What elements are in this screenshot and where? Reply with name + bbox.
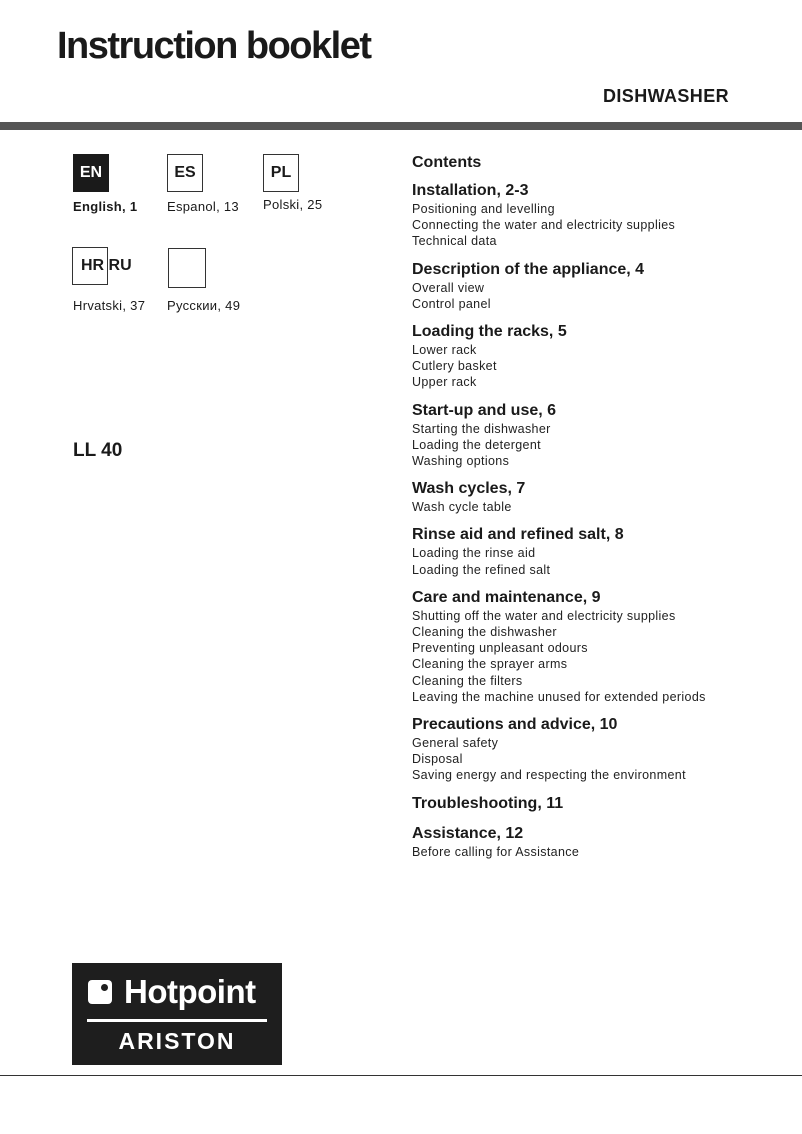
toc-section-title[interactable]: Wash cycles, 7 xyxy=(412,480,526,498)
toc-item[interactable]: Loading the refined salt xyxy=(412,562,551,577)
toc-item[interactable]: Preventing unpleasant odours xyxy=(412,641,588,656)
brand-mark-icon xyxy=(88,980,112,1004)
language-box-ru[interactable] xyxy=(168,248,206,288)
model-number: LL 40 xyxy=(73,440,123,461)
brand-name-hotpoint: Hotpoint xyxy=(124,973,256,1010)
toc-item[interactable]: Positioning and levelling xyxy=(412,202,555,216)
toc-section-title[interactable]: Start-up and use, 6 xyxy=(412,401,557,419)
page-title: Instruction booklet xyxy=(57,25,371,67)
footer-divider xyxy=(0,1075,802,1076)
toc-item[interactable]: Cutlery basket xyxy=(412,359,497,374)
product-type: DISHWASHER xyxy=(602,86,729,106)
toc-item[interactable]: Loading the detergent xyxy=(412,437,541,452)
language-label-es[interactable]: Espanol, 13 xyxy=(167,199,239,214)
toc-item[interactable]: Saving energy and respecting the environment xyxy=(412,768,686,783)
table-of-contents xyxy=(412,153,792,870)
toc-item[interactable]: Connecting the water and electricity supplies xyxy=(412,218,676,233)
language-box-hr-ru[interactable]: HR RU xyxy=(72,247,108,285)
toc-item[interactable]: General safety xyxy=(412,736,499,751)
toc-section-rinse-aid xyxy=(412,525,792,577)
language-box-en[interactable]: EN xyxy=(73,154,109,192)
toc-section-description xyxy=(412,260,792,312)
toc-section-care xyxy=(412,588,792,705)
toc-item[interactable]: Lower rack xyxy=(412,343,477,358)
language-box-es[interactable]: ES xyxy=(167,154,203,192)
toc-section-title[interactable]: Rinse aid and refined salt, 8 xyxy=(412,526,624,544)
toc-section-title[interactable]: Installation, 2-3 xyxy=(412,182,529,199)
toc-section-title[interactable]: Care and maintenance, 9 xyxy=(412,588,601,606)
toc-section-title[interactable]: Loading the racks, 5 xyxy=(412,323,567,341)
toc-section-troubleshooting xyxy=(412,794,792,814)
language-label-ru[interactable]: Русскии, 49 xyxy=(167,298,241,313)
toc-item[interactable]: Leaving the machine unused for extended periods xyxy=(412,689,706,704)
toc-item[interactable]: Technical data xyxy=(412,234,497,249)
header-divider xyxy=(0,122,802,130)
language-box-pl[interactable]: PL xyxy=(263,154,299,192)
language-label-en[interactable]: English, 1 xyxy=(73,199,138,214)
language-label-hr[interactable]: Hrvatski, 37 xyxy=(73,298,146,313)
brand-name-ariston: ARISTON xyxy=(118,1028,236,1054)
toc-item[interactable]: Before calling for Assistance xyxy=(412,844,580,859)
logo-divider xyxy=(87,1019,267,1022)
toc-section-title[interactable]: Precautions and advice, 10 xyxy=(412,716,618,734)
toc-section-title[interactable]: Description of the appliance, 4 xyxy=(412,260,645,278)
toc-section-installation xyxy=(412,181,792,250)
toc-item[interactable]: Shutting off the water and electricity supplies xyxy=(412,608,676,623)
toc-item[interactable]: Loading the rinse aid xyxy=(412,546,536,561)
toc-section-startup xyxy=(412,401,792,470)
toc-section-precautions xyxy=(412,715,792,784)
toc-section-title[interactable]: Troubleshooting, 11 xyxy=(412,794,564,812)
toc-item[interactable]: Cleaning the dishwasher xyxy=(412,625,557,640)
toc-item[interactable]: Overall view xyxy=(412,280,485,295)
toc-item[interactable]: Disposal xyxy=(412,752,463,767)
brand-logo xyxy=(72,963,282,1065)
toc-item[interactable]: Starting the dishwasher xyxy=(412,421,551,436)
toc-item[interactable]: Upper rack xyxy=(412,375,477,390)
toc-item[interactable]: Control panel xyxy=(412,296,491,311)
toc-section-title[interactable]: Assistance, 12 xyxy=(412,824,524,842)
toc-section-wash-cycles xyxy=(412,479,792,515)
language-label-pl[interactable]: Polski, 25 xyxy=(263,197,323,212)
toc-item[interactable]: Washing options xyxy=(412,454,510,469)
contents-heading: Contents xyxy=(412,154,482,171)
toc-section-loading-racks xyxy=(412,322,792,391)
toc-item[interactable]: Wash cycle table xyxy=(412,500,512,515)
toc-section-assistance xyxy=(412,824,792,860)
toc-item[interactable]: Cleaning the sprayer arms xyxy=(412,657,568,672)
toc-item[interactable]: Cleaning the filters xyxy=(412,673,523,688)
